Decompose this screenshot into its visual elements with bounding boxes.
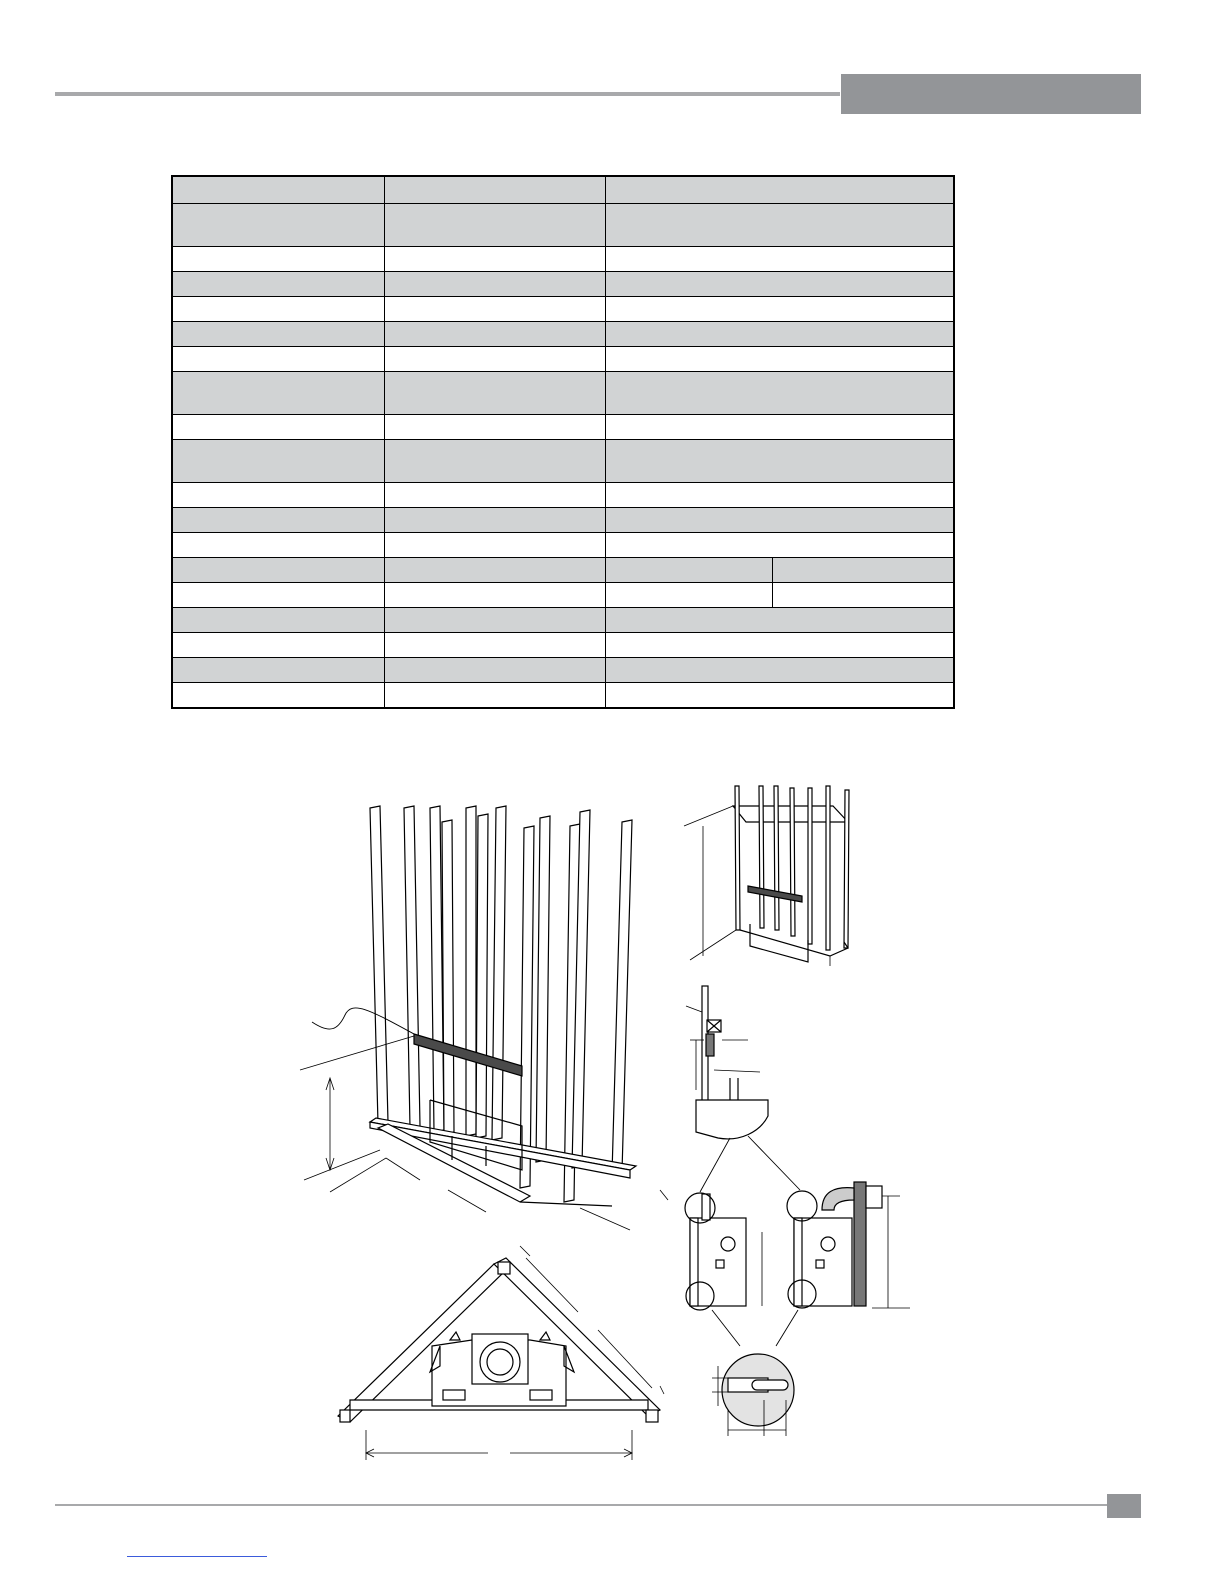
wall-framing-perspective-diagram <box>300 806 668 1230</box>
page-number-tab <box>1107 1494 1141 1518</box>
corner-framing-plan-diagram <box>338 1246 664 1460</box>
footer-rule <box>55 1504 1107 1506</box>
fireplace-section-detail-diagram <box>686 986 800 1192</box>
standoff-detail-circle-diagram <box>712 1310 798 1436</box>
footer-link[interactable] <box>127 1556 267 1557</box>
enclosure-framing-diagram <box>684 786 849 966</box>
fireplace-side-view-diagram <box>685 1182 910 1310</box>
